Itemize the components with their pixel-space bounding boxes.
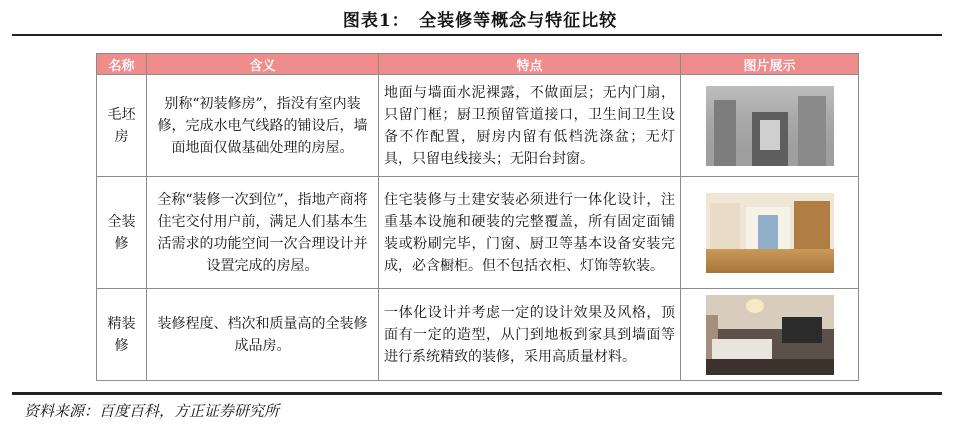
header-name: 名称 bbox=[97, 54, 147, 75]
source-note: 资料来源：百度百科，方正证券研究所 bbox=[24, 402, 280, 420]
header-row bbox=[97, 54, 859, 75]
rough-concrete-room-image bbox=[706, 86, 834, 166]
header-image: 图片展示 bbox=[681, 54, 859, 75]
figure-title: 图表1： 全装修等概念与特征比较 bbox=[342, 11, 618, 31]
row-meaning: 装修程度、档次和质量高的全装修成品房。 bbox=[147, 289, 379, 381]
header-features: 特点 bbox=[379, 54, 681, 75]
row-meaning: 全称“装修一次到位”，指地产商将住宅交付用户前，满足人们基本生活需求的功能空间一次合理设计并设置完成的房屋。 bbox=[147, 177, 379, 289]
row-image-cell bbox=[681, 75, 859, 177]
table-row bbox=[97, 289, 859, 381]
row-image-cell bbox=[681, 177, 859, 289]
row-features: 地面与墙面水泥裸露，不做面层；无内门扇，只留门框；厨卫预留管道接口，卫生间卫生设备不作配置，厨房内留有低档洗涤盆；无灯具，只留电线接头；无阳台封窗。 bbox=[379, 75, 681, 177]
row-name: 毛坯房 bbox=[97, 75, 147, 177]
row-name: 全装修 bbox=[97, 177, 147, 289]
comparison-table bbox=[96, 53, 859, 381]
top-rule bbox=[12, 34, 942, 36]
row-image-cell bbox=[681, 289, 859, 381]
row-features: 住宅装修与土建安装必须进行一体化设计，注重基本设施和硬装的完整覆盖，所有固定面铺装或粉刷完毕，门窗、厨卫等基本设备安装完成，必含橱柜。但不包括衣柜、灯饰等软装。 bbox=[379, 177, 681, 289]
table-row bbox=[97, 177, 859, 289]
row-meaning: 别称“初装修房”，指没有室内装修，完成水电气线路的铺设后，墙面地面仅做基础处理的房屋。 bbox=[147, 75, 379, 177]
row-features: 一体化设计并考虑一定的设计效果及风格，顶面有一定的造型，从门到地板到家具到墙面等进行系统精致的装修，采用高质量材料。 bbox=[379, 289, 681, 381]
header-meaning: 含义 bbox=[147, 54, 379, 75]
bottom-rule bbox=[12, 392, 942, 395]
row-name: 精装修 bbox=[97, 289, 147, 381]
luxury-living-room-image bbox=[706, 295, 834, 375]
fitted-corridor-image bbox=[706, 193, 834, 273]
table-row bbox=[97, 75, 859, 177]
